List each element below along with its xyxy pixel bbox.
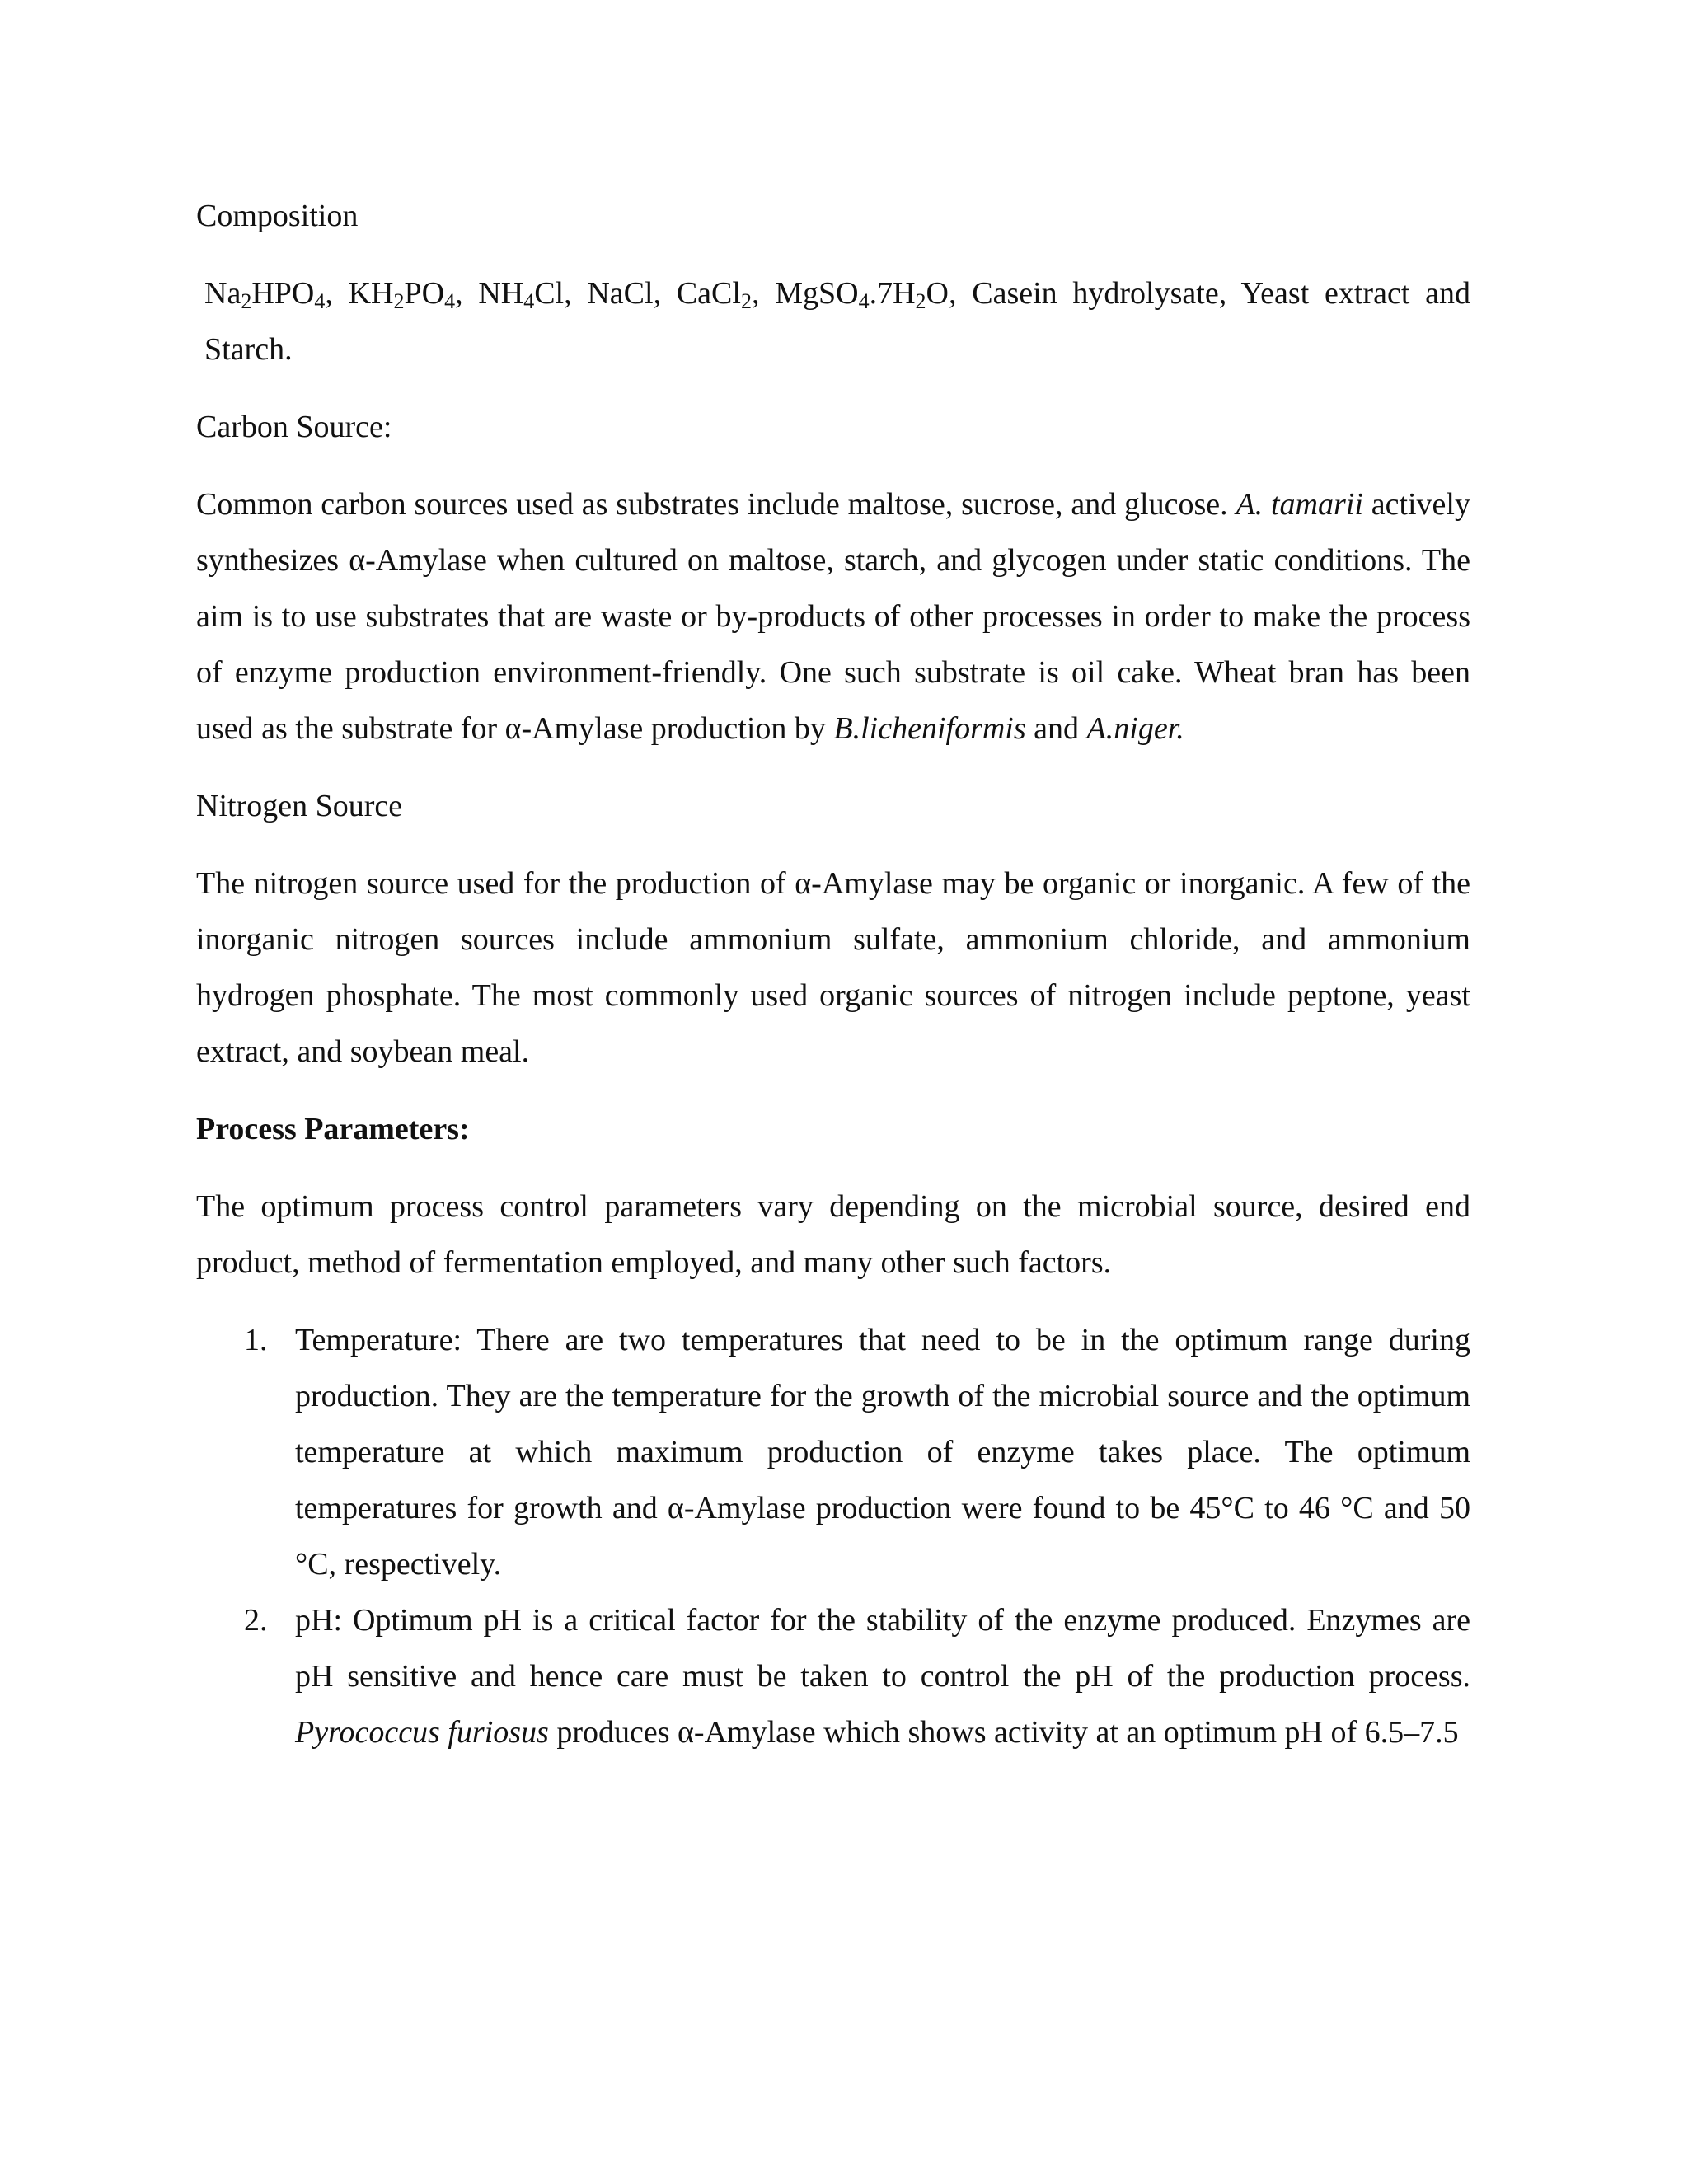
organism-name: Pyrococcus furiosus [295,1715,549,1750]
formula-subscript: 2 [915,289,926,313]
formula-subscript: 4 [523,289,535,313]
formula-part: .7H [869,276,916,311]
organism-name: A.niger. [1086,711,1184,746]
formula-part: Na [204,276,241,311]
ph-text-part: produces α-Amylase which shows activity at an optimum pH of 6.5–7.5 [548,1715,1459,1750]
formula-part: , MgSO [751,276,859,311]
formula-part: Cl, NaCl, CaCl [534,276,741,311]
carbon-text-part: actively synthesizes α-Amylase when cultured on maltose, starch, and glycogen under static conditions. The aim is to use substrates that are waste or by-products of other processes in order to make the process of enzyme production environment-friendly. One such substrate is oil cake. Wheat bran has been used as the substrate for α-Amylase production by [196,487,1470,746]
process-parameters-heading: Process Parameters: [196,1112,470,1146]
carbon-text-part: and [1025,711,1087,746]
carbon-text-part: Common carbon sources used as substrates include maltose, sucrose, and glucose. [196,487,1236,522]
composition-text [196,265,1470,377]
list-item-text: Temperature: There are two temperatures that need to be in the optimum range during production. They are the temperature for the growth of the microbial source and the optimum temperature at which maximum production of enzyme takes place. The optimum temperatures for growth and α-Amylase production were found to be 45°C to 46 °C and 50 °C, respectively. [295,1323,1470,1582]
composition-heading: Composition [196,199,359,233]
formula-part: , KH [325,276,394,311]
document-body [196,188,1470,1760]
carbon-source-heading: Carbon Source: [196,410,392,444]
formula-part: O, Casein hydrolysate, Yeast extract and Starch. [204,276,1470,367]
nitrogen-source-paragraph: The nitrogen source used for the production of α-Amylase may be organic or inorganic. A few of the inorganic nitrogen sources include ammonium sulfate, ammonium chloride, and ammonium hydrogen phosphate. The most commonly used organic sources of nitrogen include peptone, yeast extract, and soybean meal. [196,866,1470,1069]
formula-subscript: 4 [858,289,870,313]
process-parameters-intro: The optimum process control parameters vary depending on the microbial source, desired end product, method of fermentation employed, and many other such factors. [196,1189,1470,1280]
list-item [196,1312,1470,1592]
nitrogen-source-heading: Nitrogen Source [196,789,403,823]
organism-name: A. tamarii [1236,487,1363,522]
list-item-number: 2. [244,1603,268,1638]
formula-part: PO [404,276,445,311]
formula-subscript: 2 [241,289,252,313]
parameters-list [196,1312,1470,1760]
formula-subscript: 4 [444,289,456,313]
ph-text-part: pH: Optimum pH is a critical factor for the stability of the enzyme produced. Enzymes are pH sensitive and hence care must be taken to control the pH of the production process. [295,1603,1470,1694]
formula-subscript: 2 [393,289,405,313]
formula-part: , NH [455,276,524,311]
formula-subscript: 4 [314,289,326,313]
organism-name: B.licheniformis [833,711,1026,746]
list-item-text [295,1603,1470,1750]
formula-subscript: 2 [740,289,752,313]
carbon-source-paragraph [196,476,1470,757]
list-item [196,1592,1470,1760]
formula-part: HPO [251,276,315,311]
list-item-number: 1. [244,1323,268,1357]
